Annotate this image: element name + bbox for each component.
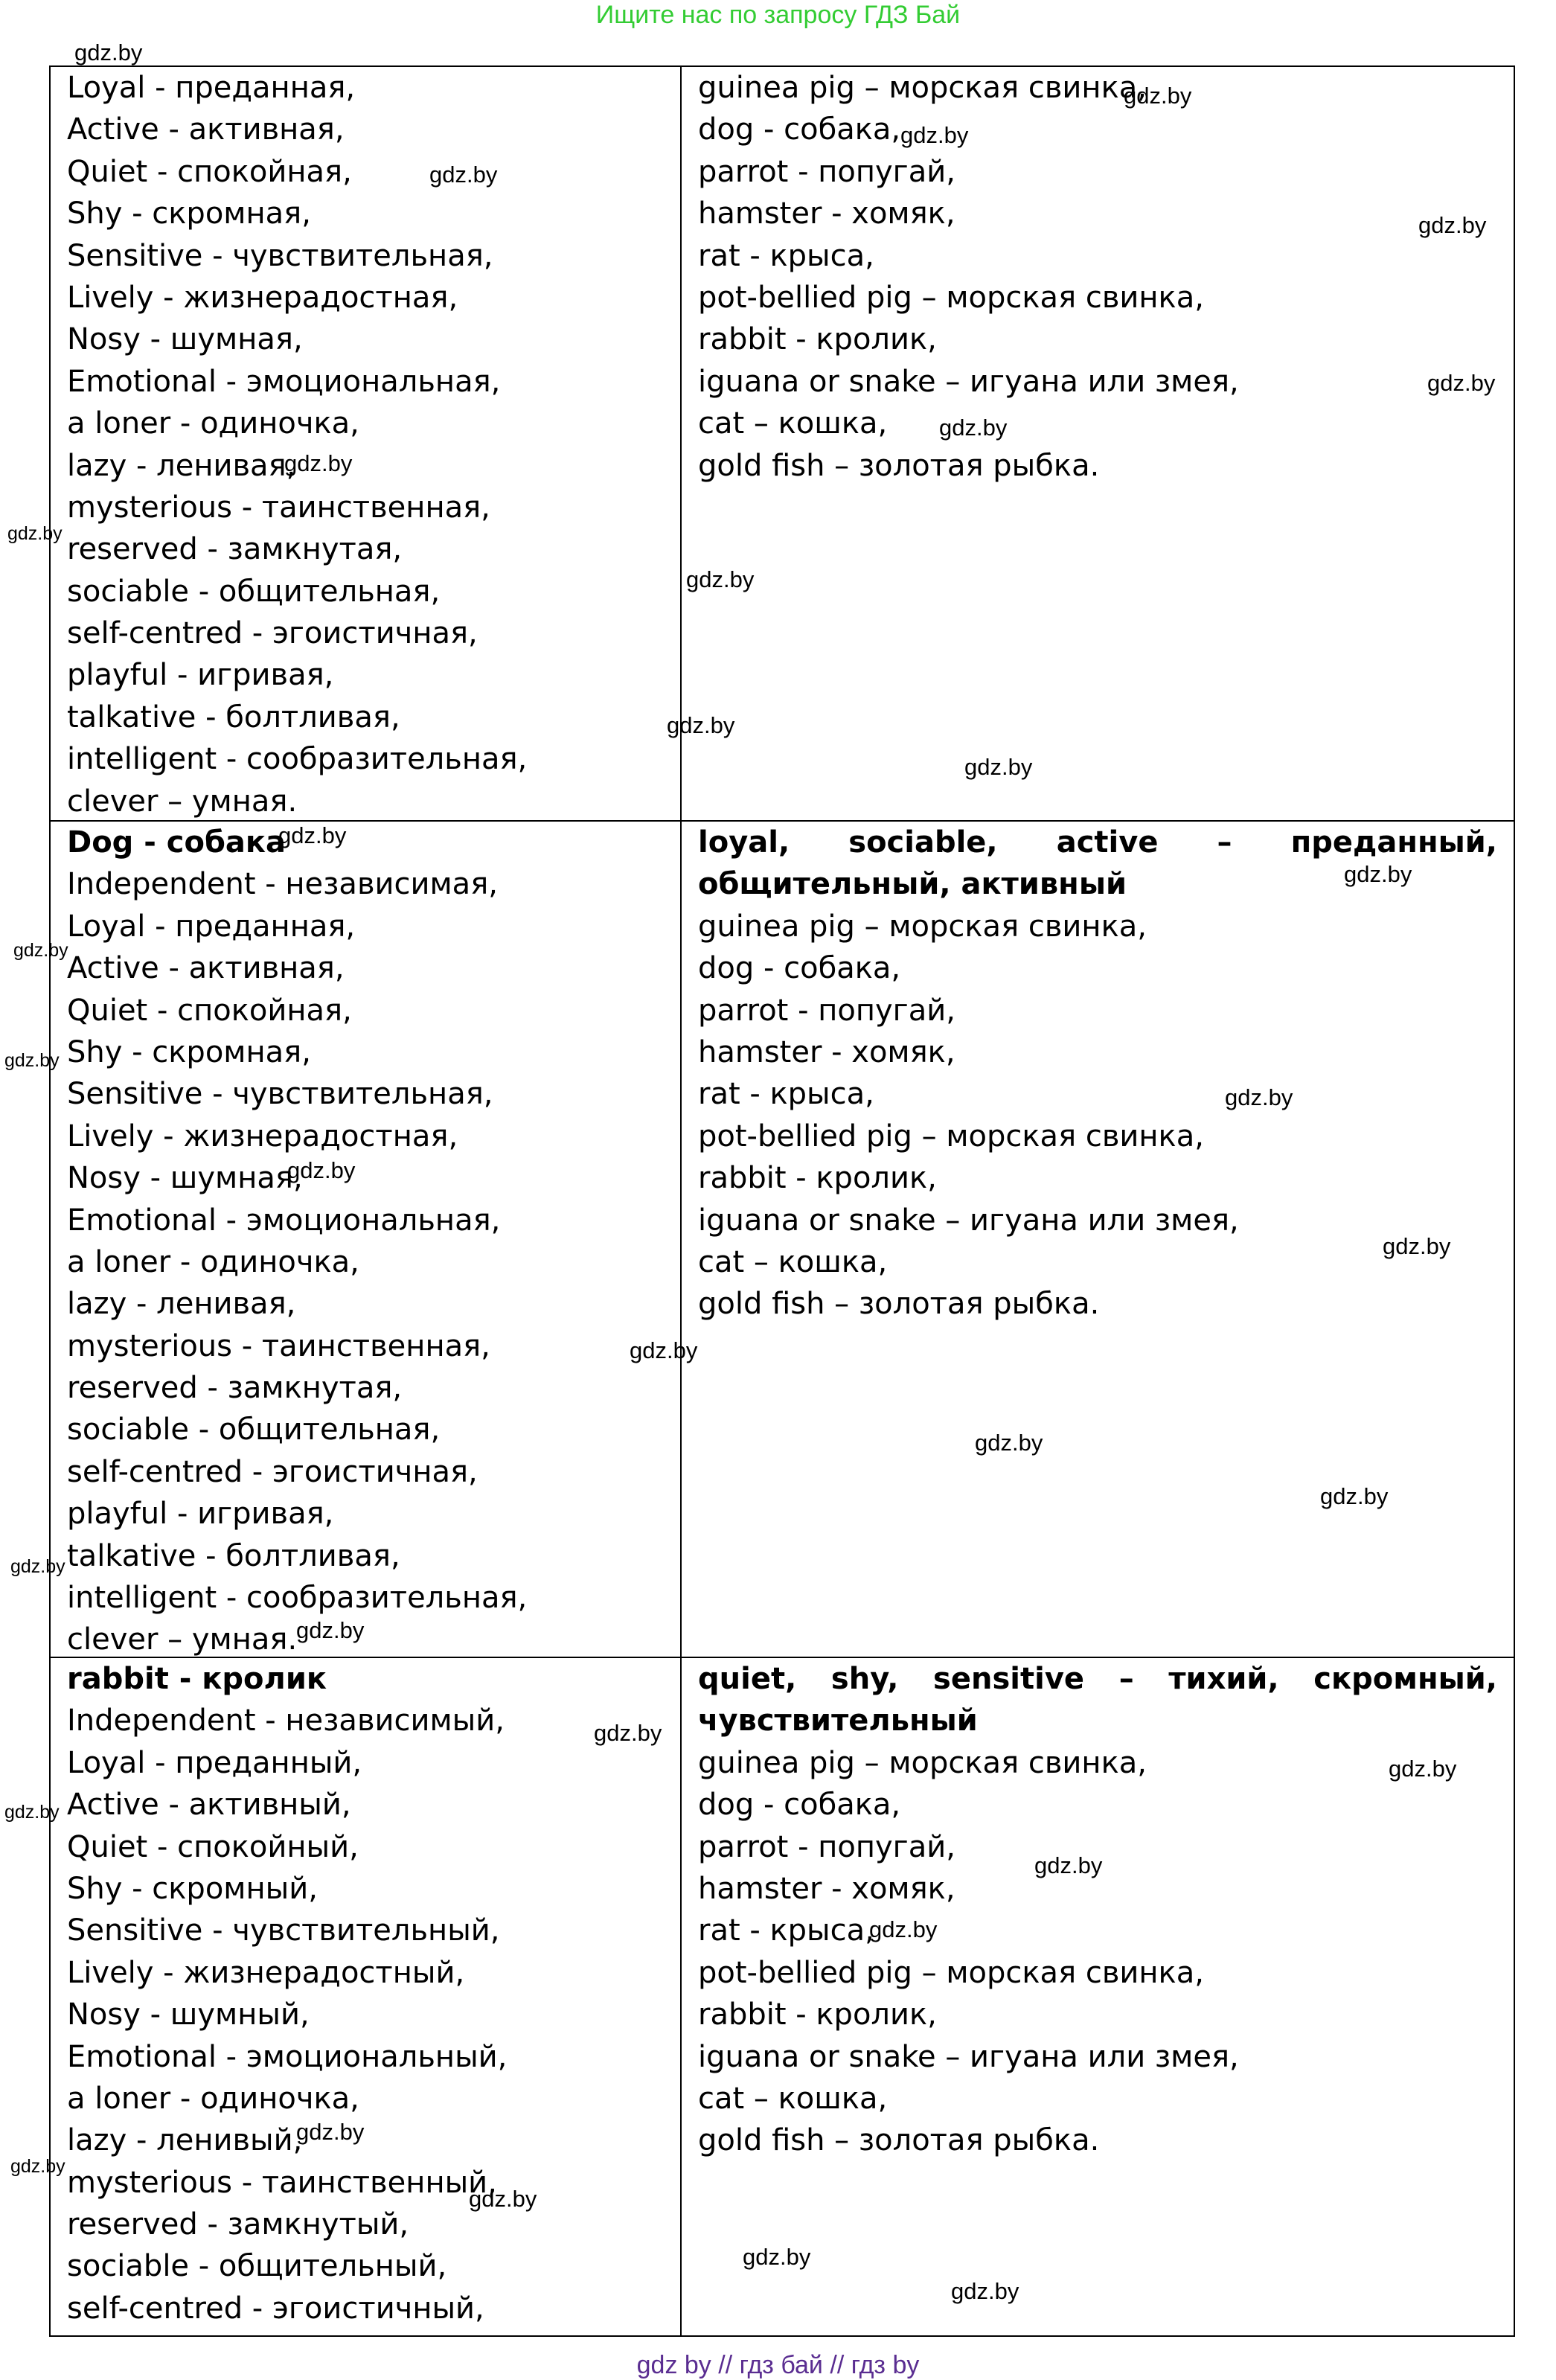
row-1-left-list	[67, 67, 664, 820]
list-item: Nosy - шумный,	[67, 1997, 310, 2032]
list-item: sociable - общительная,	[67, 574, 441, 609]
watermark: gdz.by	[429, 161, 498, 188]
list-item: Loyal - преданная,	[67, 909, 356, 944]
watermark: gdz.by	[964, 754, 1033, 780]
watermark: gdz.by	[939, 415, 1008, 441]
list-item: dog - собака,	[698, 1788, 901, 1823]
list-item: gold fish – золотая рыбка.	[698, 448, 1100, 483]
row-3-right-list	[698, 1742, 1497, 2162]
list-item: sociable - общительный,	[67, 2249, 447, 2284]
list-item: Independent - независимая,	[67, 867, 498, 902]
row-3-right-heading: quiet, shy, sensitive – тихий, скромный, чувствительный	[698, 1662, 1497, 1738]
watermark: gdz.by	[74, 39, 143, 65]
list-item: mysterious - таинственная,	[67, 490, 490, 525]
list-item: cat – кошка,	[698, 406, 888, 441]
list-item: Shy - скромный,	[67, 1871, 318, 1906]
list-item: Emotional - эмоциональная,	[67, 1203, 501, 1238]
list-item: hamster - хомяк,	[698, 1871, 955, 1906]
list-item: iguana or snake – игуана или змея,	[698, 364, 1239, 399]
list-item: guinea pig – морская свинка,	[698, 71, 1147, 105]
list-item: Active - активный,	[67, 1788, 351, 1823]
list-item: mysterious - таинственный,	[67, 2165, 497, 2200]
list-item: self-centred - эгоистичный,	[67, 2291, 484, 2326]
list-item: sociable - общительная,	[67, 1413, 441, 1447]
row-3-left-list	[67, 1700, 664, 2329]
row-3-left-cell	[51, 1658, 680, 2335]
row-3-left-heading: rabbit - кролик	[67, 1662, 327, 1696]
list-item: Emotional - эмоциональный,	[67, 2039, 508, 2074]
list-item: parrot - попугай,	[698, 993, 955, 1028]
row-1-right-cell	[682, 67, 1514, 820]
list-item: clever – умная.	[67, 1622, 298, 1657]
list-item: dog - собака,	[698, 112, 901, 147]
watermark: gdz.by	[951, 2278, 1019, 2304]
watermark: gdz.by	[4, 1802, 60, 1823]
row-2-right-list	[698, 906, 1497, 1325]
list-item: pot-bellied pig – морская свинка,	[698, 280, 1204, 315]
watermark: gdz.by	[1427, 370, 1496, 396]
list-item: gold fish – золотая рыбка.	[698, 2123, 1100, 2158]
list-item: mysterious - таинственная,	[67, 1328, 490, 1363]
watermark: gdz.by	[1344, 861, 1412, 887]
list-item: Lively - жизнерадостная,	[67, 1119, 458, 1154]
list-item: self-centred - эгоистичная,	[67, 1454, 478, 1489]
list-item: cat – кошка,	[698, 2081, 888, 2116]
list-item: iguana or snake – игуана или змея,	[698, 1203, 1239, 1238]
watermark: gdz.by	[10, 1556, 65, 1577]
list-item: intelligent - сообразительная,	[67, 742, 528, 777]
list-item: cat – кошка,	[698, 1244, 888, 1279]
watermark: gdz.by	[1383, 1233, 1451, 1259]
list-item: parrot - попугай,	[698, 154, 955, 189]
watermark: gdz.by	[667, 712, 735, 738]
watermark: gdz.by	[869, 1916, 938, 1942]
watermark: gdz.by	[287, 1157, 356, 1183]
list-item: talkative - болтливая,	[67, 700, 400, 735]
footer-links: gdz by // гдз бай // гдз by	[636, 2351, 920, 2379]
list-item: reserved - замкнутый,	[67, 2207, 409, 2242]
list-item: Nosy - шумная,	[67, 1161, 303, 1196]
watermark: gdz.by	[1124, 83, 1192, 109]
list-item: Sensitive - чувствительный,	[67, 1913, 500, 1948]
list-item: Independent - независимый,	[67, 1704, 505, 1738]
list-item: Quiet - спокойная,	[67, 154, 352, 189]
watermark: gdz.by	[1320, 1483, 1389, 1509]
watermark: gdz.by	[278, 822, 347, 848]
vocabulary-table	[49, 65, 1515, 2337]
watermark: gdz.by	[1034, 1852, 1103, 1878]
list-item: a loner - одиночка,	[67, 2081, 359, 2116]
list-item: Active - активная,	[67, 951, 345, 986]
list-item: Loyal - преданный,	[67, 1745, 362, 1780]
row-2-left-heading: Dog - собака	[67, 825, 286, 860]
watermark: gdz.by	[1225, 1084, 1293, 1110]
list-item: intelligent - сообразительная,	[67, 1581, 528, 1616]
watermark: gdz.by	[594, 1720, 662, 1746]
list-item: rabbit - кролик,	[698, 1997, 937, 2032]
watermark: gdz.by	[469, 2186, 537, 2212]
list-item: Quiet - спокойный,	[67, 1829, 359, 1864]
row-2-right-heading: loyal, sociable, active – преданный, общительный, активный	[698, 825, 1497, 902]
list-item: Sensitive - чувствительная,	[67, 238, 493, 273]
watermark: gdz.by	[10, 2156, 65, 2177]
list-item: clever – умная.	[67, 784, 298, 819]
row-1-left-cell	[51, 67, 680, 820]
top-banner: Ищите нас по запросу ГДЗ Бай	[595, 1, 961, 29]
list-item: playful - игривая,	[67, 658, 334, 693]
watermark: gdz.by	[686, 566, 755, 592]
watermark: gdz.by	[13, 940, 68, 961]
watermark: gdz.by	[1418, 212, 1487, 238]
watermark: gdz.by	[743, 2244, 811, 2270]
list-item: Shy - скромная,	[67, 1034, 311, 1069]
watermark: gdz.by	[630, 1337, 698, 1363]
list-item: Emotional - эмоциональная,	[67, 364, 501, 399]
list-item: parrot - попугай,	[698, 1829, 955, 1864]
list-item: reserved - замкнутая,	[67, 532, 403, 567]
list-item: iguana or snake – игуана или змея,	[698, 2039, 1239, 2074]
list-item: lazy - ленивая,	[67, 448, 296, 483]
list-item: talkative - болтливая,	[67, 1538, 400, 1573]
list-item: rat - крыса,	[698, 1913, 874, 1948]
watermark: gdz.by	[1389, 1756, 1457, 1782]
list-item: pot-bellied pig – морская свинка,	[698, 1119, 1204, 1154]
list-item: hamster - хомяк,	[698, 1034, 955, 1069]
watermark: gdz.by	[7, 523, 63, 544]
list-item: lazy - ленивый,	[67, 2123, 303, 2158]
list-item: Sensitive - чувствительная,	[67, 1077, 493, 1112]
row-2-left-list	[67, 863, 664, 1657]
list-item: self-centred - эгоистичная,	[67, 616, 478, 651]
watermark: gdz.by	[296, 1617, 365, 1643]
row-1-right-list	[698, 67, 1497, 487]
watermark: gdz.by	[4, 1050, 60, 1071]
list-item: rabbit - кролик,	[698, 322, 937, 357]
list-item: guinea pig – морская свинка,	[698, 1745, 1147, 1780]
list-item: rabbit - кролик,	[698, 1161, 937, 1196]
watermark: gdz.by	[975, 1430, 1043, 1456]
list-item: Lively - жизнерадостный,	[67, 1955, 465, 1990]
list-item: gold fish – золотая рыбка.	[698, 1287, 1100, 1322]
row-2-left-cell	[51, 822, 680, 1657]
list-item: dog - собака,	[698, 951, 901, 986]
watermark: gdz.by	[900, 122, 969, 148]
list-item: playful - игривая,	[67, 1497, 334, 1532]
list-item: a loner - одиночка,	[67, 1244, 359, 1279]
list-item: Active - активная,	[67, 112, 345, 147]
list-item: rat - крыса,	[698, 1077, 874, 1112]
list-item: Nosy - шумная,	[67, 322, 303, 357]
list-item: guinea pig – морская свинка,	[698, 909, 1147, 944]
list-item: rat - крыса,	[698, 238, 874, 273]
list-item: Lively - жизнерадостная,	[67, 280, 458, 315]
list-item: Quiet - спокойная,	[67, 993, 352, 1028]
list-item: reserved - замкнутая,	[67, 1371, 403, 1406]
list-item: a loner - одиночка,	[67, 406, 359, 441]
list-item: pot-bellied pig – морская свинка,	[698, 1955, 1204, 1990]
list-item: lazy - ленивая,	[67, 1287, 296, 1322]
list-item: hamster - хомяк,	[698, 196, 955, 231]
watermark: gdz.by	[284, 450, 353, 476]
list-item: Shy - скромная,	[67, 196, 311, 231]
list-item: Loyal - преданная,	[67, 71, 356, 105]
watermark: gdz.by	[296, 2119, 365, 2145]
